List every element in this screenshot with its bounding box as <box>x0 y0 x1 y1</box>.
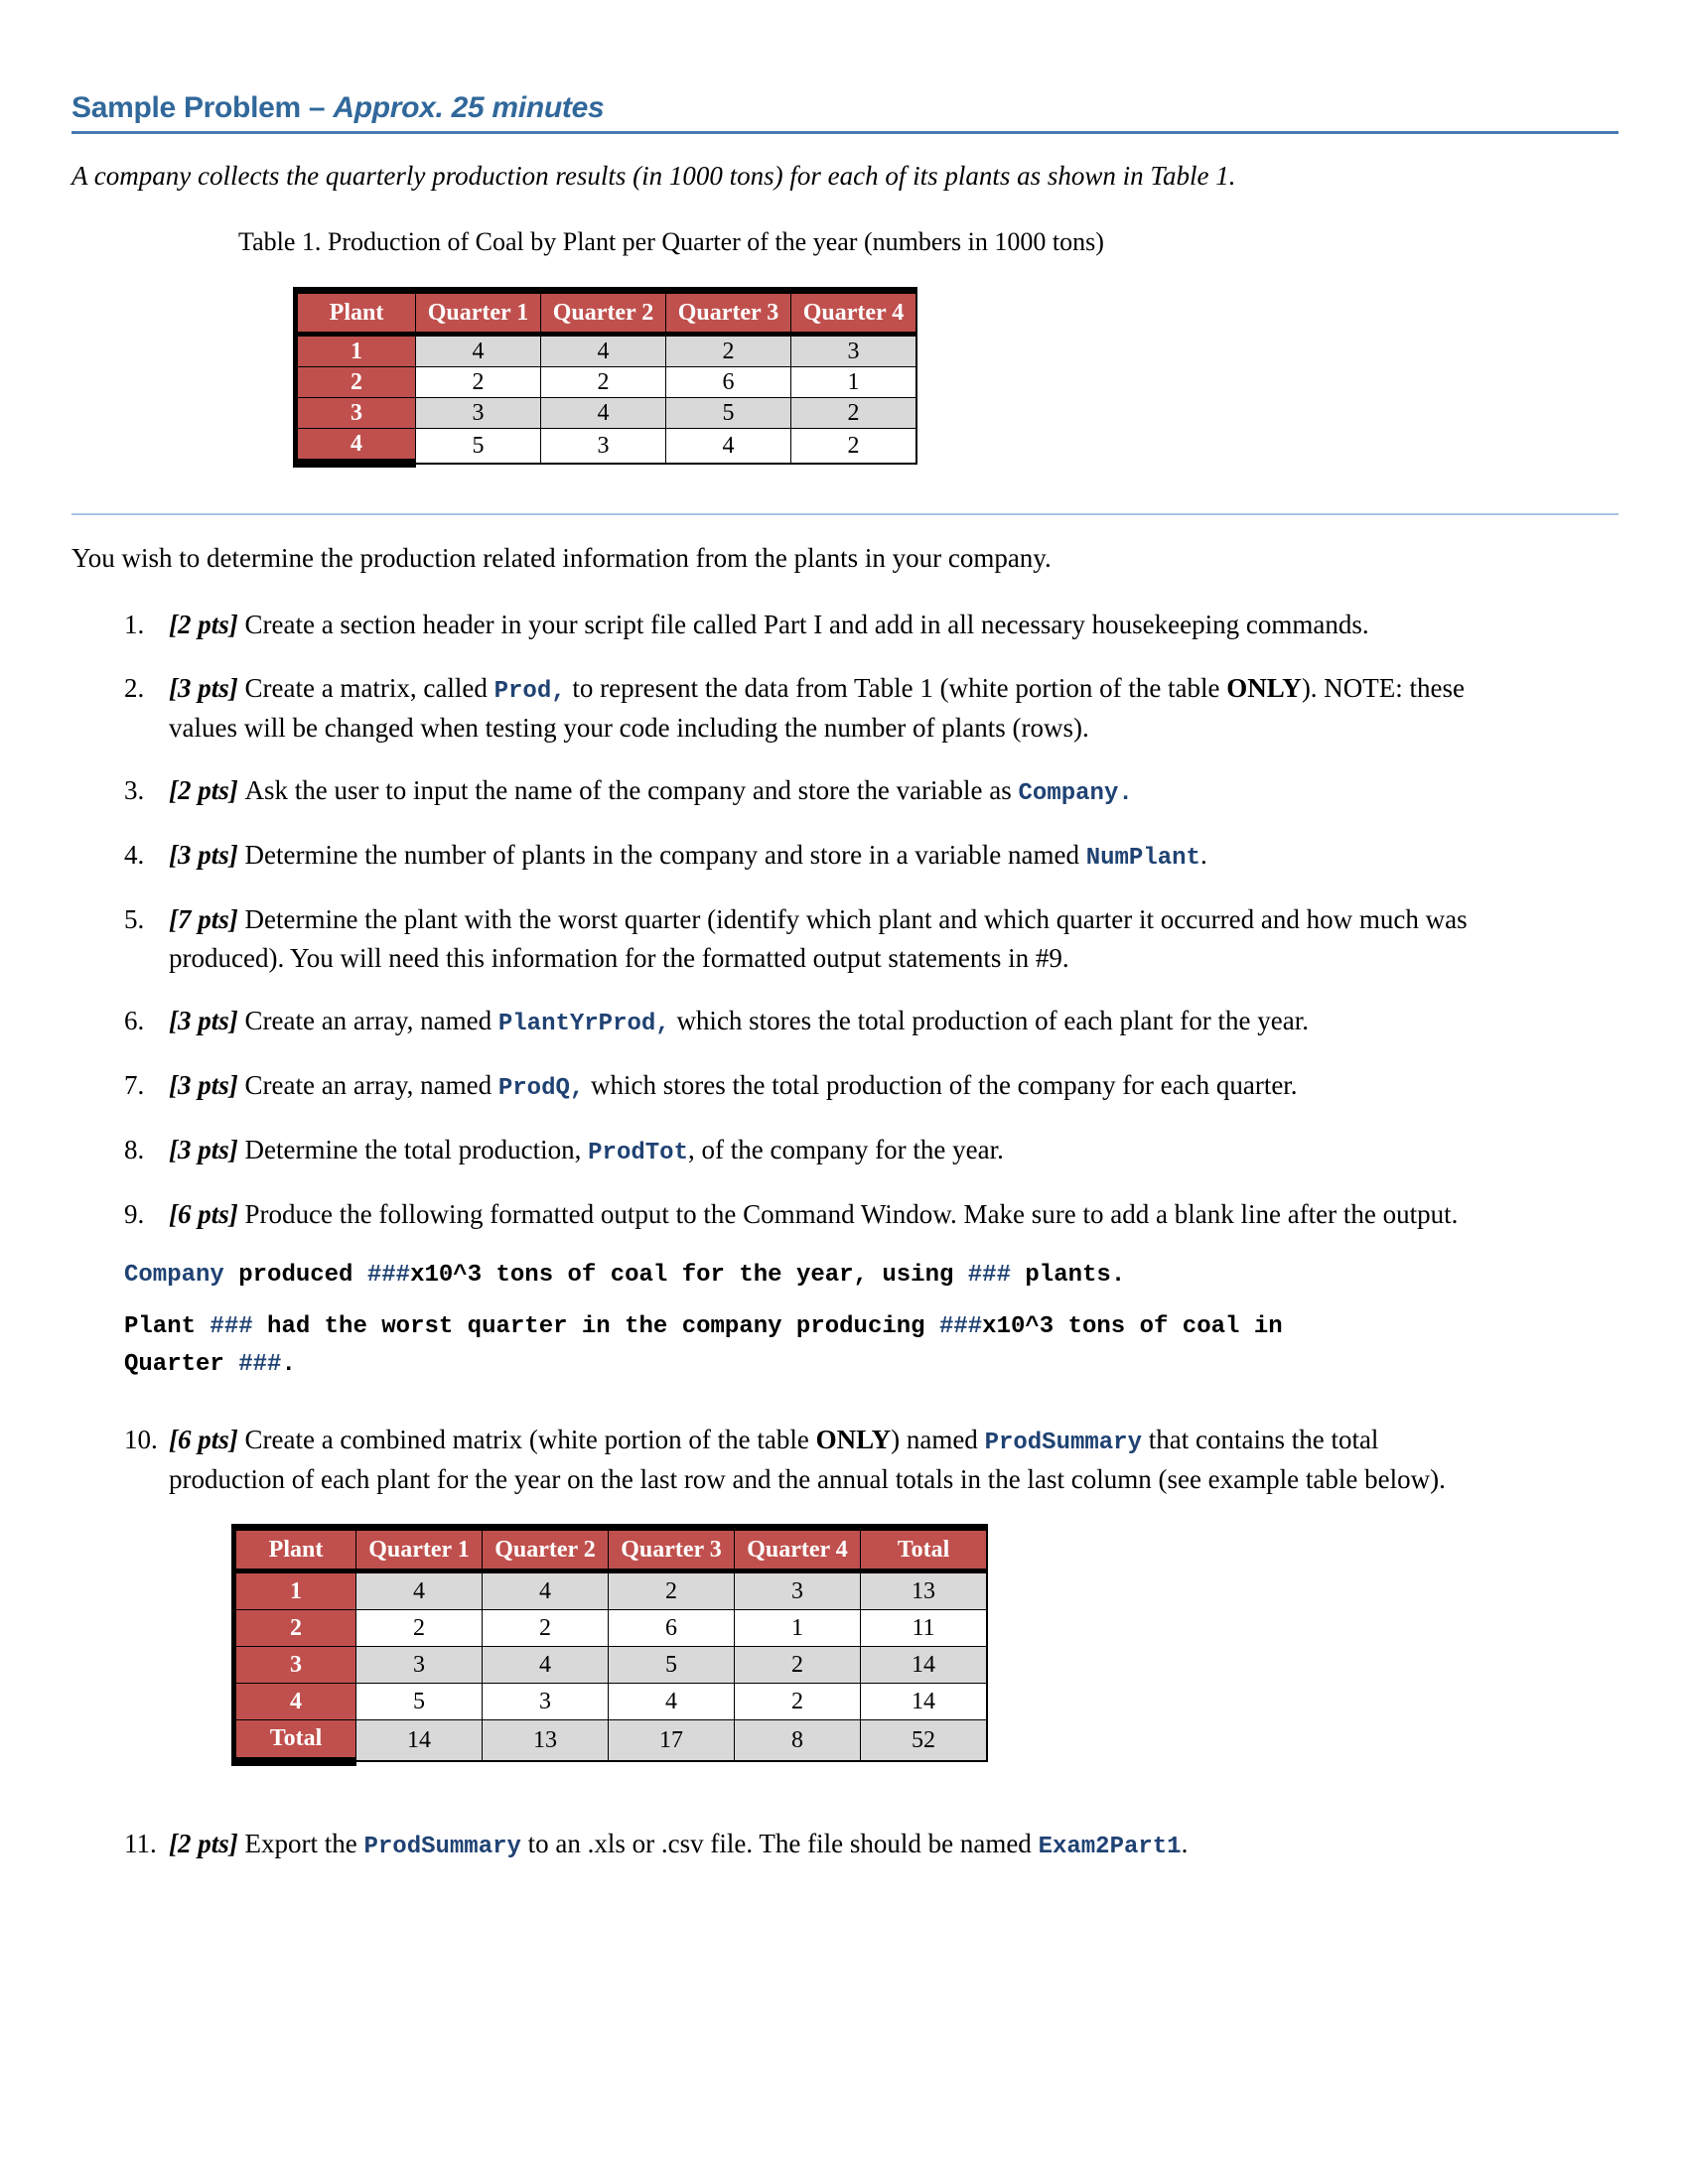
item-number: 1. <box>124 610 145 640</box>
code-line <box>124 1254 1355 1292</box>
row-header-cell: 4 <box>296 429 416 464</box>
data-cell: 6 <box>666 367 791 398</box>
item-text-segment: Determine the number of plants in the company and store in a variable named <box>244 840 1086 871</box>
code-token: NumPlant <box>1085 845 1200 873</box>
points-label: [3 pts] <box>169 1070 245 1101</box>
task-item-4 <box>124 836 1618 876</box>
task-item-10 <box>124 1421 1618 1800</box>
column-header-cell: Quarter 4 <box>735 1528 861 1571</box>
item-text <box>169 606 1369 643</box>
data-cell: 2 <box>735 1684 861 1720</box>
data-cell: 5 <box>609 1647 735 1684</box>
item-number: 7. <box>124 1070 145 1101</box>
data-cell: 13 <box>861 1571 988 1610</box>
row-header-cell: 1 <box>234 1571 356 1610</box>
item-text-segment: which stores the total production of each plant for the year. <box>669 1005 1309 1035</box>
row-header-cell: 2 <box>296 367 416 398</box>
code-token: ### <box>938 1312 983 1340</box>
item-text <box>169 669 1499 747</box>
production-table-container <box>71 287 1618 468</box>
data-cell: 2 <box>791 429 917 464</box>
task-list <box>71 606 1618 1863</box>
data-cell: 2 <box>609 1571 735 1610</box>
item-text <box>169 1131 1004 1170</box>
item-number: 3. <box>124 775 145 806</box>
column-header-cell: Quarter 1 <box>416 291 541 335</box>
data-cell: 4 <box>356 1571 483 1610</box>
code-token: Prod, <box>493 677 566 705</box>
item-number: 4. <box>124 840 145 871</box>
code-token: had the worst quarter in the company producing <box>252 1312 939 1340</box>
page-title-duration: Approx. 25 minutes <box>333 91 605 124</box>
item-text-segment: which stores the total production of the company for each quarter. <box>584 1070 1298 1101</box>
column-header-cell: Quarter 3 <box>609 1528 735 1571</box>
code-token: x10^3 tons of coal for the year, using <box>410 1261 968 1289</box>
table-row <box>296 429 917 464</box>
data-cell: 5 <box>666 398 791 429</box>
data-cell: 4 <box>541 398 666 429</box>
code-token: PlantYrProd, <box>497 1010 670 1037</box>
item-text-segment: that contains the total production of each plant for the year on the last row and the annual totals in the last column (see example table below). <box>169 1424 1446 1494</box>
column-header-cell: Plant <box>234 1528 356 1571</box>
item-text <box>169 1825 1188 1864</box>
item-text <box>169 1066 1298 1106</box>
data-cell: 2 <box>791 398 917 429</box>
table-row <box>234 1647 988 1684</box>
data-cell: 4 <box>541 335 666 367</box>
data-cell: 2 <box>666 335 791 367</box>
data-cell: 11 <box>861 1610 988 1647</box>
code-token: Company. <box>1018 780 1133 808</box>
code-token: ### <box>967 1261 1011 1289</box>
item-text-segment: Create a matrix, called <box>244 672 494 703</box>
data-cell: 4 <box>483 1571 609 1610</box>
item-number: 9. <box>124 1199 145 1230</box>
code-token: . <box>281 1351 296 1379</box>
data-cell: 1 <box>735 1610 861 1647</box>
points-label: [7 pts] <box>169 904 245 935</box>
data-cell: 3 <box>735 1571 861 1610</box>
points-label: [2 pts] <box>169 610 245 640</box>
item-text-segment: Determine the plant with the worst quarter (identify which plant and which quarter it occurred and how much was produced). You will need this information for the formatted output statements in #9. <box>169 904 1468 973</box>
data-cell: 3 <box>791 335 917 367</box>
item-text-segment: . <box>1181 1828 1189 1858</box>
table-row <box>296 398 917 429</box>
points-label: [3 pts] <box>169 1135 245 1165</box>
data-cell: 2 <box>483 1610 609 1647</box>
data-cell: 8 <box>735 1720 861 1761</box>
data-cell: 13 <box>483 1720 609 1761</box>
item-text <box>169 836 1207 876</box>
section-divider <box>71 513 1618 515</box>
table-row <box>234 1720 988 1761</box>
data-cell: 3 <box>541 429 666 464</box>
header-row <box>296 291 917 335</box>
summary-table <box>231 1524 988 1765</box>
table-row <box>234 1684 988 1720</box>
item-number: 2. <box>124 672 145 703</box>
item-text-segment: Determine the total production, <box>244 1135 589 1165</box>
item-text-segment: . <box>1199 840 1207 871</box>
code-token: ### <box>238 1351 282 1379</box>
item-text-segment: Create an array, named <box>244 1070 498 1101</box>
intro-text: A company collects the quarterly production results (in 1000 tons) for each of its plants as shown in Table 1. <box>71 161 1236 191</box>
task-item-11 <box>124 1825 1618 1864</box>
table-row <box>234 1610 988 1647</box>
item-text <box>169 771 1133 811</box>
data-cell: 5 <box>416 429 541 464</box>
code-token: ### <box>210 1312 253 1340</box>
column-header-cell: Total <box>861 1528 988 1571</box>
item-text-segment: ) named <box>891 1424 985 1454</box>
table1-caption: Table 1. Production of Coal by Plant per Quarter of the year (numbers in 1000 tons) <box>238 227 1104 257</box>
data-cell: 4 <box>666 429 791 464</box>
data-cell: 3 <box>356 1647 483 1684</box>
data-cell: 2 <box>541 367 666 398</box>
row-header-cell: Total <box>234 1720 356 1761</box>
code-token: ProdQ, <box>497 1075 585 1103</box>
item-text-segment: ). NOTE: these values will be changed when testing your code including the number of plants (rows). <box>169 672 1466 743</box>
item-text-segment: ONLY <box>1226 672 1302 703</box>
item-text <box>169 900 1499 977</box>
data-cell: 1 <box>791 367 917 398</box>
item-text-segment: , of the company for the year. <box>687 1135 1004 1165</box>
item-text-segment: Create an array, named <box>244 1005 498 1035</box>
code-token: ProdTot <box>588 1140 688 1167</box>
column-header-cell: Quarter 2 <box>483 1528 609 1571</box>
row-header-cell: 2 <box>234 1610 356 1647</box>
row-header-cell: 3 <box>234 1647 356 1684</box>
table-row <box>296 335 917 367</box>
data-cell: 6 <box>609 1610 735 1647</box>
column-header-cell: Quarter 2 <box>541 291 666 335</box>
data-cell: 2 <box>356 1610 483 1647</box>
item-text-segment: Ask the user to input the name of the company and store the variable as <box>244 775 1019 806</box>
page-title <box>71 91 1618 125</box>
title-rule <box>71 131 1618 134</box>
points-label: [3 pts] <box>169 1005 245 1035</box>
task-item-9 <box>124 1195 1618 1396</box>
code-token: ProdSummary <box>984 1429 1142 1456</box>
production-table-head <box>296 291 917 335</box>
task-item-1 <box>124 606 1618 643</box>
column-header-cell: Quarter 4 <box>791 291 917 335</box>
column-header-cell: Quarter 3 <box>666 291 791 335</box>
table-row <box>296 367 917 398</box>
data-cell: 14 <box>356 1720 483 1761</box>
data-cell: 5 <box>356 1684 483 1720</box>
points-label: [6 pts] <box>169 1424 245 1454</box>
code-line <box>124 1305 1355 1382</box>
item-text-segment: Produce the following formatted output to the Command Window. Make sure to add a blank line after the output. <box>244 1199 1459 1230</box>
points-label: [2 pts] <box>169 1828 245 1858</box>
data-cell: 2 <box>416 367 541 398</box>
item-number: 8. <box>124 1135 145 1165</box>
row-header-cell: 4 <box>234 1684 356 1720</box>
summary-table-head <box>234 1528 988 1571</box>
data-cell: 4 <box>483 1647 609 1684</box>
lead-text: You wish to determine the production related information from the plants in your company. <box>71 543 1052 574</box>
item-text-segment: to an .xls or .csv file. The file should be named <box>520 1828 1039 1858</box>
column-header-cell: Plant <box>296 291 416 335</box>
code-output-block <box>124 1254 1355 1382</box>
item-text <box>124 1195 1459 1396</box>
code-token: ProdSummary <box>363 1833 521 1860</box>
data-cell: 3 <box>483 1684 609 1720</box>
summary-table-container <box>231 1524 1499 1765</box>
code-token: Company <box>124 1261 224 1289</box>
code-token: ### <box>366 1261 411 1289</box>
code-token: produced <box>223 1261 367 1289</box>
data-cell: 4 <box>416 335 541 367</box>
data-cell: 14 <box>861 1647 988 1684</box>
points-label: [2 pts] <box>169 775 245 806</box>
item-number: 10. <box>124 1424 158 1454</box>
data-cell: 3 <box>416 398 541 429</box>
code-token: plants. <box>1011 1261 1126 1289</box>
production-table <box>293 287 917 468</box>
column-header-cell: Quarter 1 <box>356 1528 483 1571</box>
item-text-segment: ONLY <box>815 1424 892 1454</box>
code-token: Exam2Part1 <box>1038 1833 1182 1860</box>
task-item-6 <box>124 1002 1618 1041</box>
header-row <box>234 1528 988 1571</box>
item-number: 6. <box>124 1005 145 1035</box>
item-number: 11. <box>124 1828 157 1858</box>
points-label: [3 pts] <box>169 672 245 703</box>
task-item-5 <box>124 900 1618 977</box>
row-header-cell: 1 <box>296 335 416 367</box>
production-table-body <box>296 335 917 464</box>
data-cell: 4 <box>609 1684 735 1720</box>
item-text <box>169 1002 1309 1041</box>
summary-table-body <box>234 1571 988 1761</box>
task-item-8 <box>124 1131 1618 1170</box>
code-token: Plant <box>124 1312 211 1340</box>
data-cell: 2 <box>735 1647 861 1684</box>
item-text-segment: Create a combined matrix (white portion of the table <box>244 1424 816 1454</box>
item-text-segment: to represent the data from Table 1 (white portion of the table <box>565 672 1227 703</box>
points-label: [3 pts] <box>169 840 245 871</box>
data-cell: 14 <box>861 1684 988 1720</box>
item-text-segment: Create a section header in your script file called Part I and add in all necessary housekeeping commands. <box>244 610 1369 640</box>
data-cell: 52 <box>861 1720 988 1761</box>
page-title-main: Sample Problem – <box>71 91 334 124</box>
item-number: 5. <box>124 904 145 935</box>
table-row <box>234 1571 988 1610</box>
task-item-2 <box>124 669 1618 747</box>
task-item-3 <box>124 771 1618 811</box>
points-label: [6 pts] <box>169 1199 245 1230</box>
code-token: x10^3 tons of coal in Quarter <box>124 1312 1283 1379</box>
item-text <box>169 1421 1499 1800</box>
item-text-segment: Export the <box>244 1828 364 1858</box>
data-cell: 17 <box>609 1720 735 1761</box>
task-item-7 <box>124 1066 1618 1106</box>
row-header-cell: 3 <box>296 398 416 429</box>
